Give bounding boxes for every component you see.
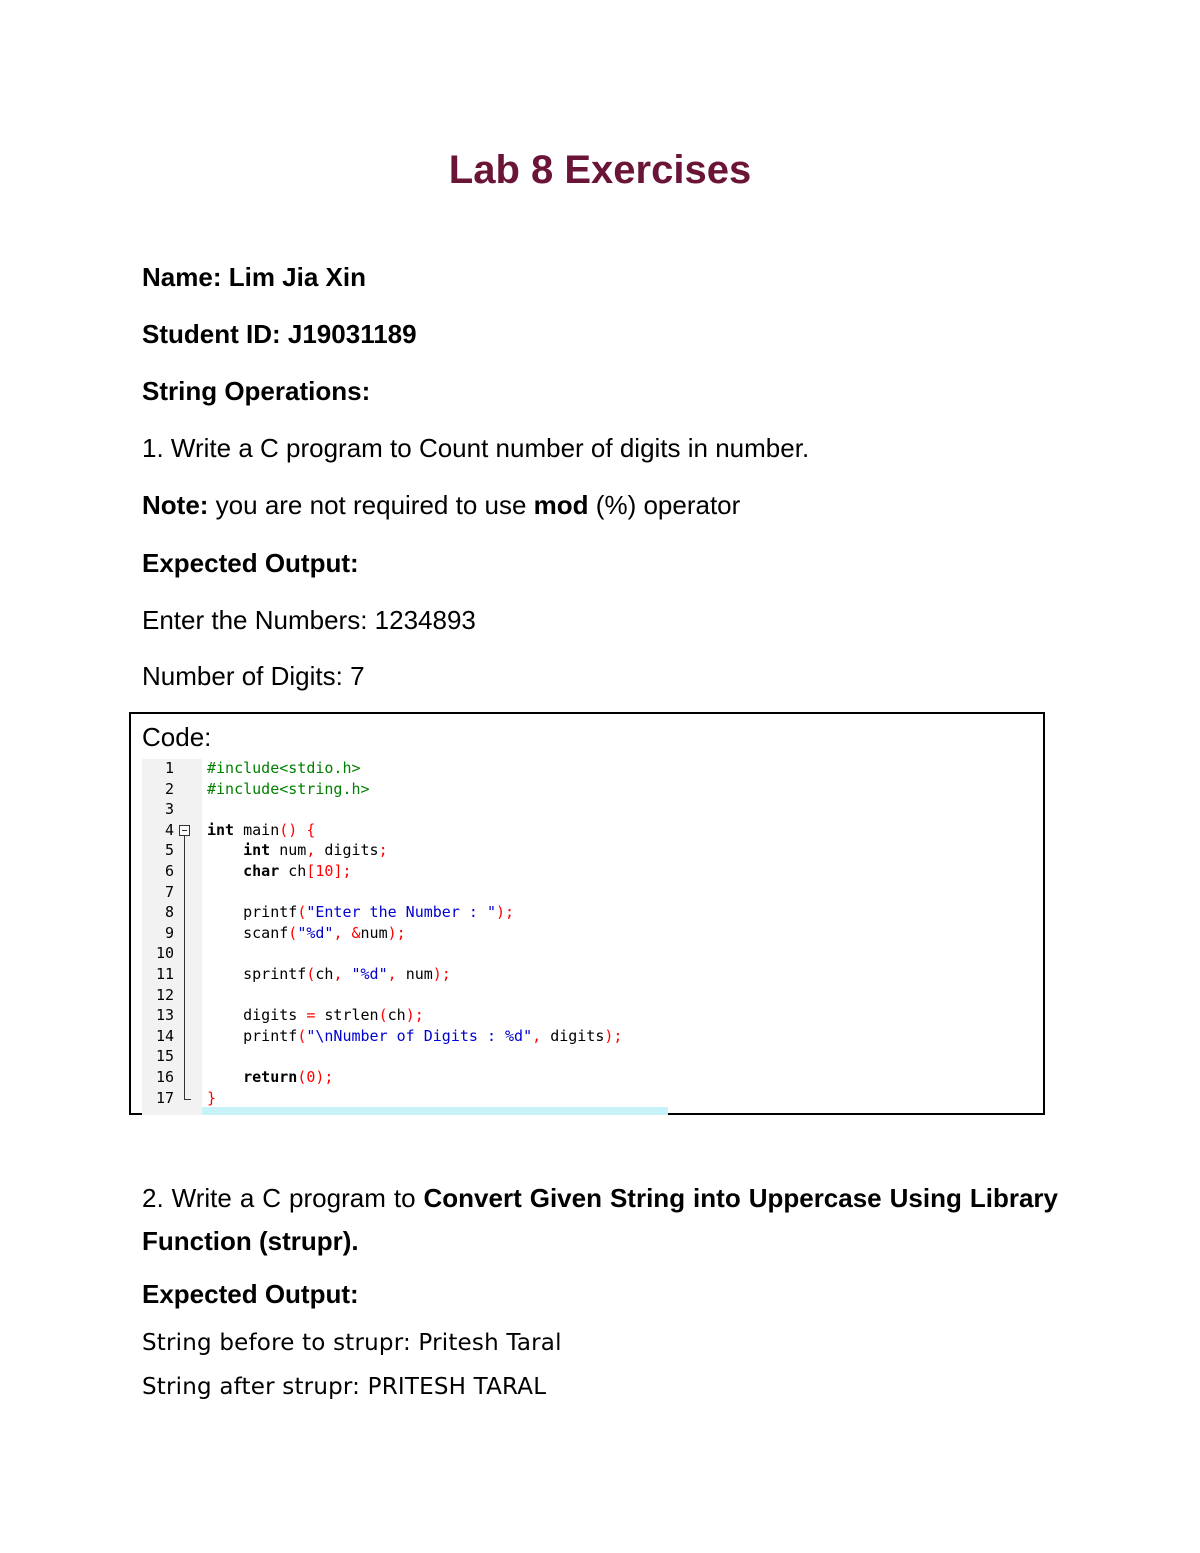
code-line: [142, 1006, 668, 1027]
code-text: return(0);: [243, 1068, 334, 1086]
note-mod: mod: [533, 490, 589, 520]
question-2-text-bold: Convert Given String into Uppercase Using Library Function (strupr).: [142, 1183, 1058, 1256]
code-text: digits = strlen(ch);: [207, 1006, 424, 1025]
line-number: 11: [155, 965, 174, 983]
code-text: printf("\nNumber of Digits : %d", digits);: [207, 1026, 623, 1045]
student-id-label: Student ID:: [142, 319, 281, 349]
code-text: }: [207, 1088, 217, 1107]
code-line: [142, 986, 668, 1007]
fold-guide-line: [184, 836, 185, 1099]
question-1: 1. Write a C program to Count number of digits in number.: [142, 433, 810, 463]
current-line-highlight: [202, 1107, 668, 1115]
code-text: printf("Enter the Number : ");: [207, 903, 515, 922]
fold-end-marker: [184, 1099, 191, 1100]
expected-output-label-2: Expected Output:: [142, 1279, 359, 1309]
line-number: 12: [155, 985, 174, 1004]
code-line: [142, 883, 668, 904]
code-line: [142, 944, 668, 965]
line-number: 2: [164, 779, 174, 798]
line-number: 1: [164, 759, 174, 777]
line-number: 9: [164, 923, 174, 942]
code-text: sprintf(ch, "%d", num);: [207, 965, 451, 983]
code-text: scanf("%d", &num);: [207, 923, 406, 942]
code-editor-screenshot: [142, 759, 668, 1115]
expected-output-1-line-1: Enter the Numbers: 1234893: [142, 605, 476, 635]
code-line: [142, 800, 668, 821]
code-text: int num, digits;: [243, 841, 388, 860]
code-line: [142, 903, 668, 924]
student-id-value: J19031189: [287, 319, 417, 349]
note-text-pre: you are not required to use: [215, 490, 527, 520]
note-label: Note:: [142, 490, 209, 520]
code-text: #include<stdio.h>: [207, 759, 361, 777]
line-number: 14: [155, 1026, 174, 1045]
code-text: char ch[10];: [243, 862, 352, 880]
question-2-text-pre: 2. Write a C program to: [142, 1183, 416, 1213]
code-line: [142, 924, 668, 945]
code-line: [142, 821, 668, 842]
name-label: Name:: [142, 262, 222, 292]
line-number: 10: [155, 944, 174, 963]
note-text-post: (%) operator: [595, 490, 741, 520]
expected-output-2-line-1: String before to strupr: Pritesh Taral: [142, 1330, 562, 1356]
expected-output-2-line-2: String after strupr: PRITESH TARAL: [142, 1374, 547, 1400]
line-number: 13: [155, 1006, 174, 1025]
code-line: [142, 1027, 668, 1048]
name-line: [142, 262, 366, 293]
student-id-line: [142, 319, 417, 350]
code-line: [142, 780, 668, 801]
page-title: Lab 8 Exercises: [448, 148, 752, 192]
code-line: [142, 1068, 668, 1089]
code-line: [142, 1047, 668, 1068]
question-2: [142, 1177, 1058, 1263]
name-value: Lim Jia Xin: [228, 262, 366, 292]
line-number: 5: [164, 841, 174, 860]
fold-collapse-icon[interactable]: [179, 825, 190, 836]
code-text: #include<string.h>: [207, 779, 370, 798]
line-number: 8: [164, 903, 174, 922]
note-line: [142, 490, 740, 521]
section-heading: String Operations:: [142, 376, 371, 406]
code-line: [142, 862, 668, 883]
line-number: 17: [155, 1088, 174, 1107]
code-text: int main() {: [207, 820, 316, 839]
line-number: 7: [164, 882, 174, 901]
line-number: 4: [164, 820, 174, 839]
line-number: 6: [164, 862, 174, 880]
line-number: 16: [155, 1068, 174, 1086]
code-line: [142, 841, 668, 862]
code-box: [129, 712, 1045, 1115]
code-line: [142, 759, 668, 780]
code-line: [142, 965, 668, 986]
line-number: 15: [155, 1047, 174, 1066]
expected-output-1-line-2: Number of Digits: 7: [142, 661, 365, 691]
expected-output-label-1: Expected Output:: [142, 548, 359, 578]
line-number: 3: [164, 800, 174, 819]
code-label: Code:: [142, 722, 212, 752]
